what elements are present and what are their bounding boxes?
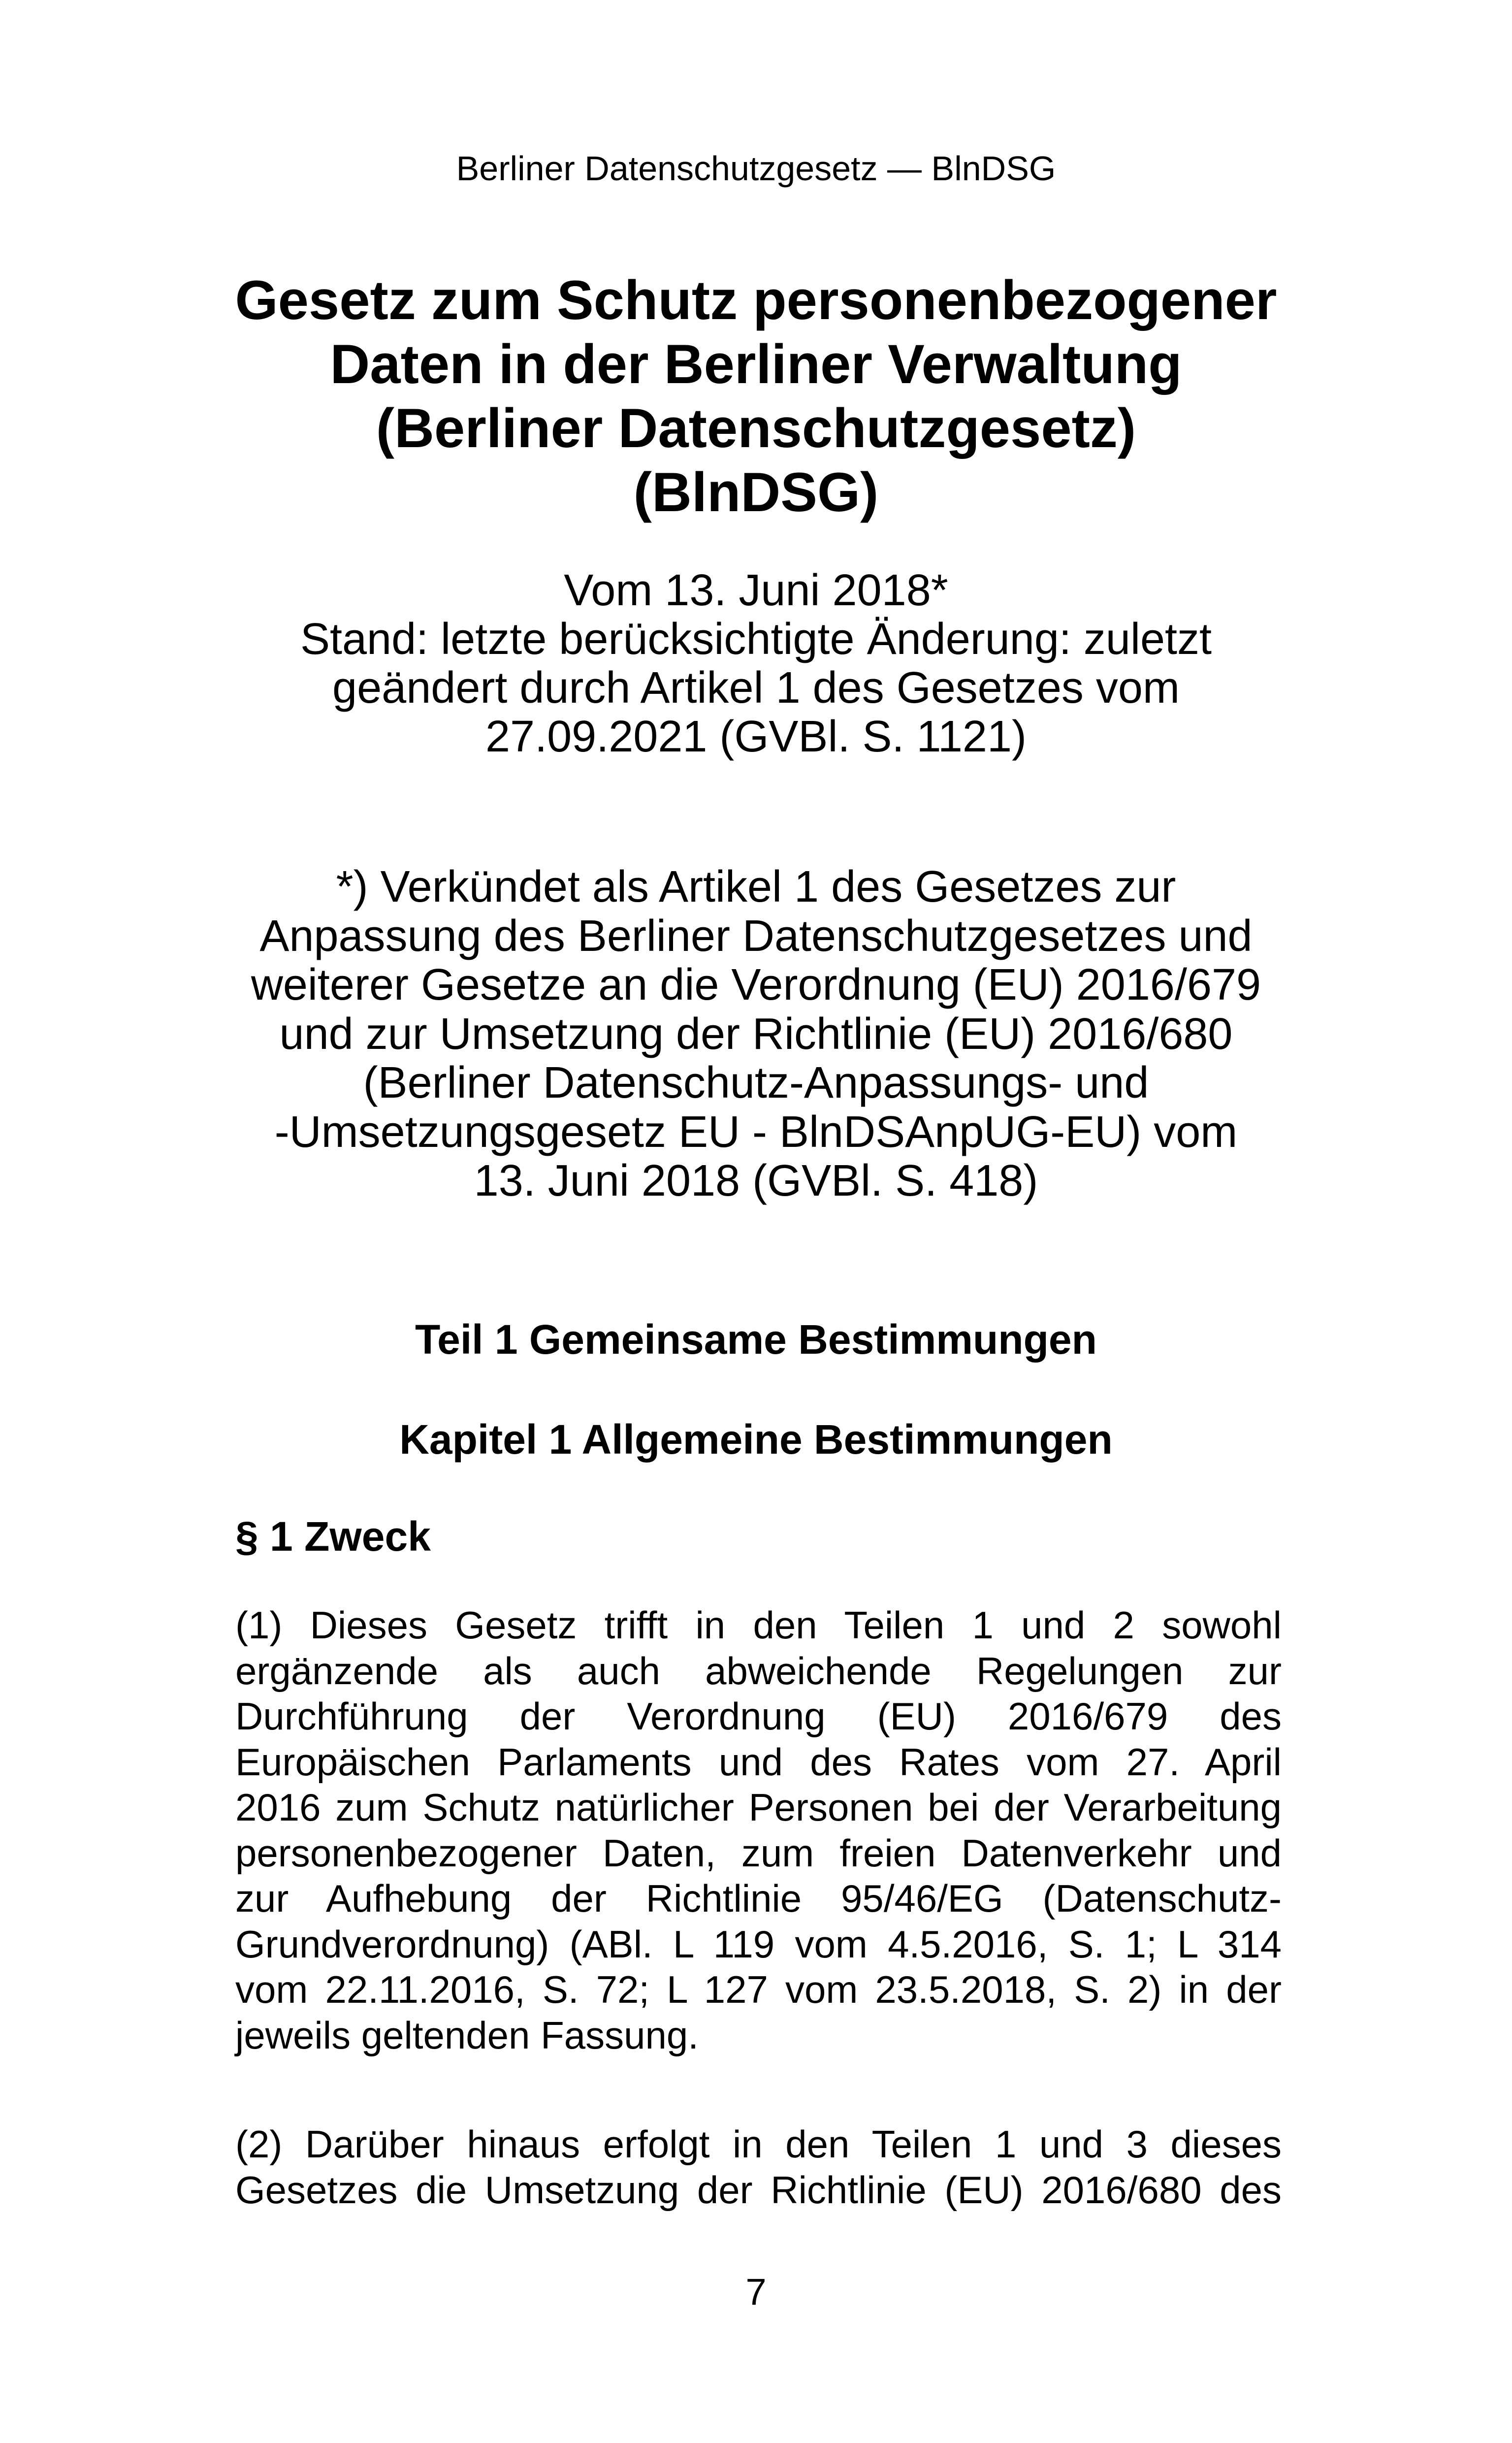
footnote-line: *) Verkündet als Artikel 1 des Gesetzes zur xyxy=(336,862,1176,912)
law-title xyxy=(187,268,1325,524)
page-number: 7 xyxy=(745,2271,767,2313)
section-heading: § 1 Zweck xyxy=(235,1513,431,1560)
enactment-line: Stand: letzte berücksichtigte Änderung: zuletzt xyxy=(300,615,1212,664)
paragraph-line: Gesetzes die Umsetzung der Richtlinie (EU) 2016/680 des xyxy=(235,2168,1282,2212)
title-line: Gesetz zum Schutz personenbezogener xyxy=(235,269,1277,331)
paragraph-line: (1) Dieses Gesetz trifft in den Teilen 1 und 2 sowohl xyxy=(235,1603,1282,1647)
paragraph-2 xyxy=(235,2121,1282,2213)
paragraph-line: Europäischen Parlaments und des Rates vom 27. April xyxy=(235,1740,1282,1784)
footnote-line: und zur Umsetzung der Richtlinie (EU) 2016/680 xyxy=(279,1009,1233,1059)
title-line: Daten in der Berliner Verwaltung xyxy=(330,333,1182,395)
promulgation-footnote xyxy=(187,863,1325,1206)
chapter-heading: Kapitel 1 Allgemeine Bestimmungen xyxy=(399,1416,1113,1463)
paragraph-1 xyxy=(235,1602,1282,2058)
footnote-line: (Berliner Datenschutz-Anpassungs- und xyxy=(363,1058,1149,1107)
paragraph-line: personenbezogener Daten, zum freien Datenverkehr und xyxy=(235,1831,1282,1875)
title-line: (Berliner Datenschutzgesetz) xyxy=(376,397,1136,459)
enactment-line: Vom 13. Juni 2018* xyxy=(564,566,948,615)
footnote-line: weiterer Gesetze an die Verordnung (EU) 2016/679 xyxy=(251,960,1261,1010)
part-heading: Teil 1 Gemeinsame Bestimmungen xyxy=(415,1316,1097,1363)
enactment-line: geändert durch Artikel 1 des Gesetzes vom xyxy=(332,663,1180,713)
footnote-line: -Umsetzungsgesetz EU - BlnDSAnpUG-EU) vom xyxy=(274,1107,1238,1157)
running-header: Berliner Datenschutzgesetz — BlnDSG xyxy=(456,149,1056,188)
enactment-info xyxy=(187,566,1325,761)
paragraph-line: jeweils geltenden Fassung. xyxy=(235,2013,699,2057)
paragraph-line: Grundverordnung) (ABl. L 119 vom 4.5.2016, S. 1; L 314 xyxy=(235,1922,1282,1966)
paragraph-line: (2) Darüber hinaus erfolgt in den Teilen 1 und 3 dieses xyxy=(235,2122,1282,2166)
paragraph-line: ergänzende als auch abweichende Regelungen zur xyxy=(235,1649,1282,1693)
enactment-line: 27.09.2021 (GVBl. S. 1121) xyxy=(485,712,1027,761)
paragraph-line: Durchführung der Verordnung (EU) 2016/679 des xyxy=(235,1694,1282,1738)
paragraph-line: vom 22.11.2016, S. 72; L 127 vom 23.5.2018, S. 2) in der xyxy=(235,1968,1282,2011)
footnote-line: 13. Juni 2018 (GVBl. S. 418) xyxy=(474,1156,1038,1205)
title-line: (BlnDSG) xyxy=(633,461,879,523)
paragraph-line: 2016 zum Schutz natürlicher Personen bei der Verarbeitung xyxy=(235,1786,1282,1829)
paragraph-line: zur Aufhebung der Richtlinie 95/46/EG (Datenschutz- xyxy=(235,1877,1282,1920)
footnote-line: Anpassung des Berliner Datenschutzgesetzes und xyxy=(259,911,1253,961)
